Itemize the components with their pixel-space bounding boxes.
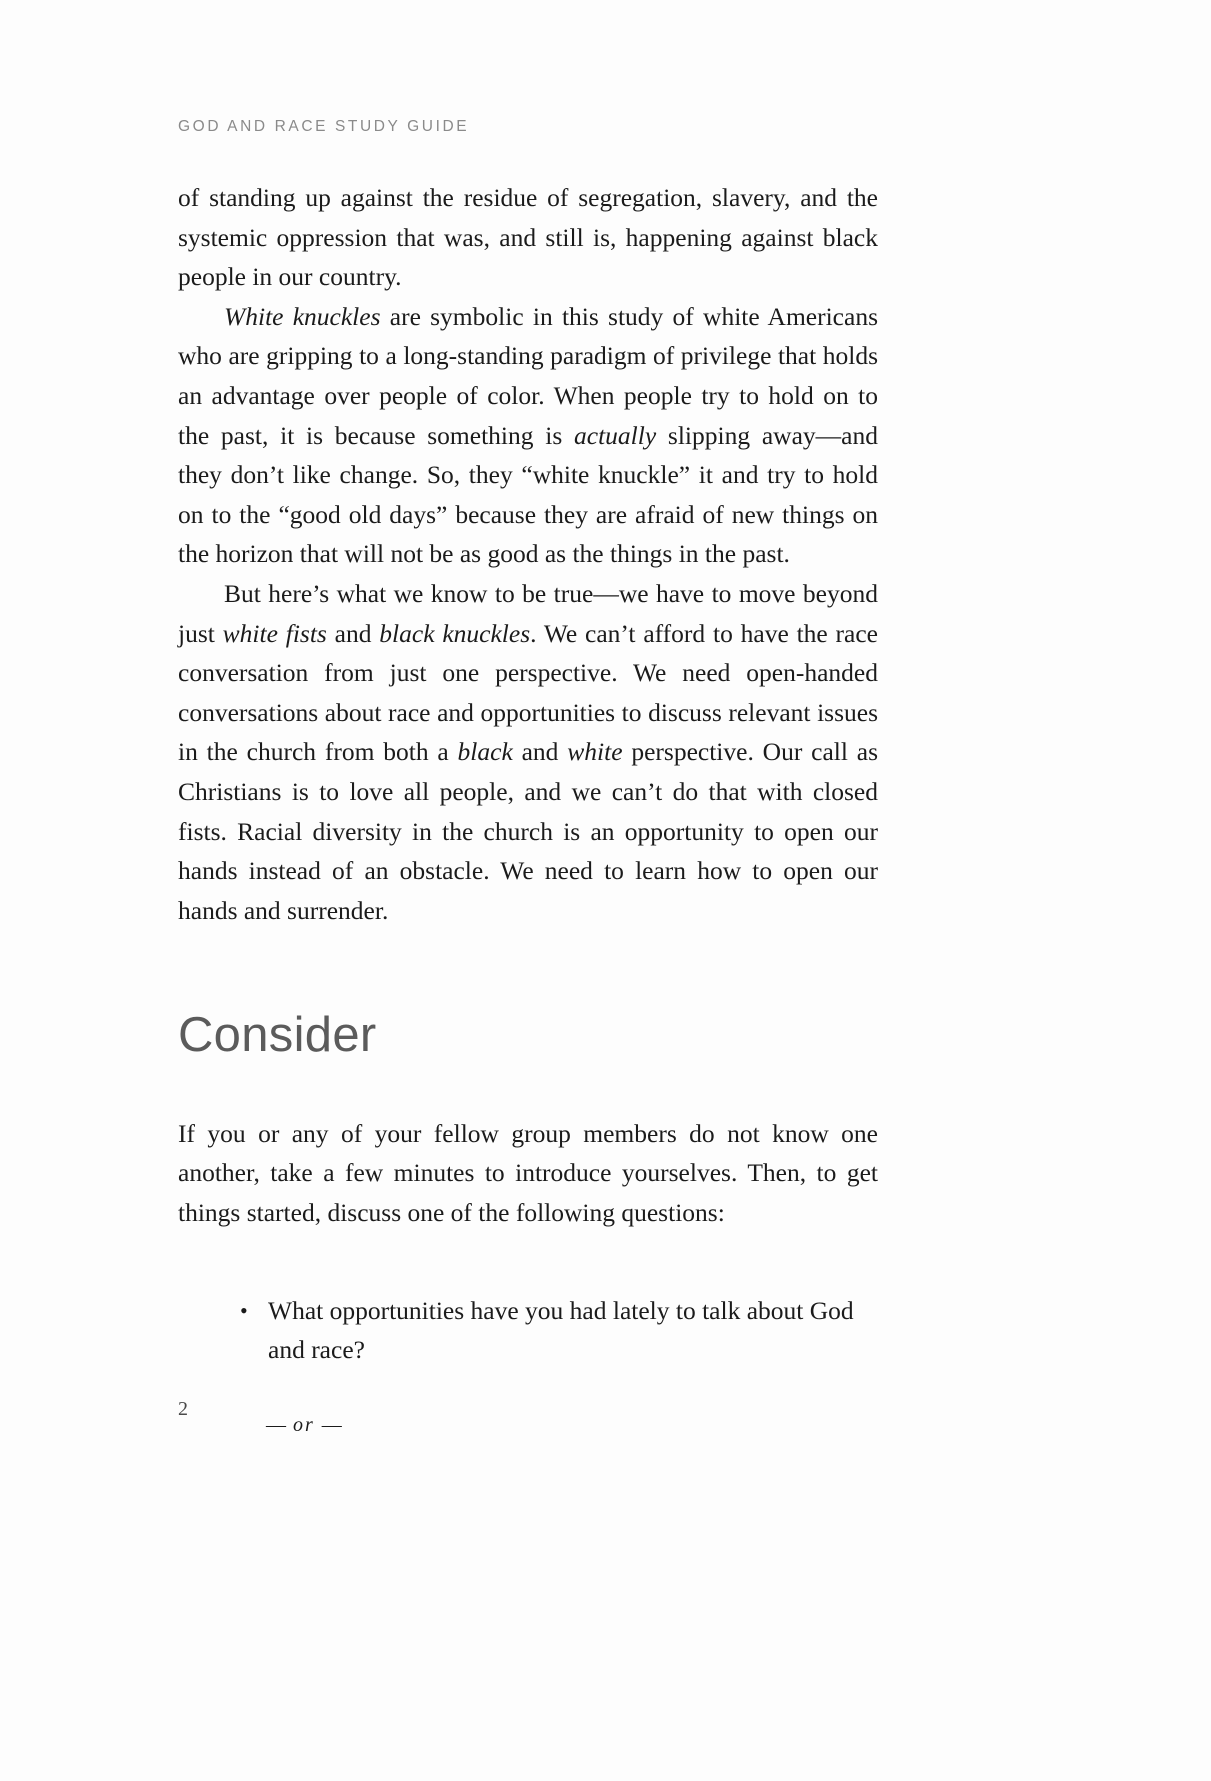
or-divider-right-rule: — — [321, 1413, 342, 1436]
paragraph-white-knuckles — [178, 297, 878, 574]
consider-intro-block — [178, 1114, 878, 1233]
paragraph-3-part-b: and — [326, 618, 380, 648]
emphasis-white-knuckles: White knuckles — [224, 301, 381, 331]
body-text-block — [178, 178, 878, 930]
emphasis-black-knuckles: black knuckles — [379, 618, 531, 648]
paragraph-3-part-a: But here’s what we know to be true—we have to move beyond just — [178, 578, 878, 648]
paragraph-continuation — [178, 178, 878, 297]
paragraph-open-hands — [178, 574, 878, 930]
emphasis-black: black — [457, 737, 513, 767]
section-heading-consider: Consider — [178, 1008, 377, 1063]
emphasis-white-fists: white fists — [222, 618, 327, 648]
paragraph-2-part-b: slipping away—and they don’t like change. So, they “white knuckle” it and try to hold on to the “good old days” because they are afraid of new things on the horizon that will not be as good as the things in the past. — [178, 420, 878, 569]
consider-intro-text: If you or any of your fellow group members do not know one another, take a few minutes to introduce yourselves. Then, to get things started, discuss one of the following questions: — [178, 1118, 878, 1227]
paragraph-2-part-a: are symbolic in this study of white Americans who are gripping to a long-standing paradigm of privilege that holds an advantage over people of color. When people try to hold on to the past, it is because something is — [178, 301, 878, 450]
running-head: GOD AND RACE STUDY GUIDE — [178, 118, 470, 135]
discussion-question-list — [178, 1291, 878, 1370]
paragraph-1-text: of standing up against the residue of segregation, slavery, and the systemic oppression that was, and still is, happening against black people in our country. — [178, 183, 878, 292]
or-divider-left-rule: — — [266, 1413, 286, 1436]
list-item — [222, 1291, 878, 1370]
emphasis-actually: actually — [574, 420, 657, 450]
question-text: What opportunities have you had lately to talk about God and race? — [268, 1295, 854, 1365]
page-number: 2 — [178, 1398, 188, 1420]
paragraph-3-part-e: perspective. Our call as Christians is to love all people, and we can’t do that with closed fists. Racial diversity in the church is an opportunity to open our hands instead of an obstacle. We need to learn how to open our hands and surrender. — [178, 737, 879, 925]
bullet-icon: • — [240, 1297, 248, 1323]
paragraph-3-part-d: and — [512, 737, 568, 767]
or-divider-label: or — [293, 1413, 315, 1436]
or-divider — [266, 1414, 878, 1437]
emphasis-white: white — [567, 737, 623, 767]
page-content — [178, 118, 878, 1437]
paragraph-3-part-c: . We can’t afford to have the race conversation from just one perspective. We need open-handed conversations about race and opportunities to discuss relevant issues in the church from both a — [178, 618, 878, 767]
